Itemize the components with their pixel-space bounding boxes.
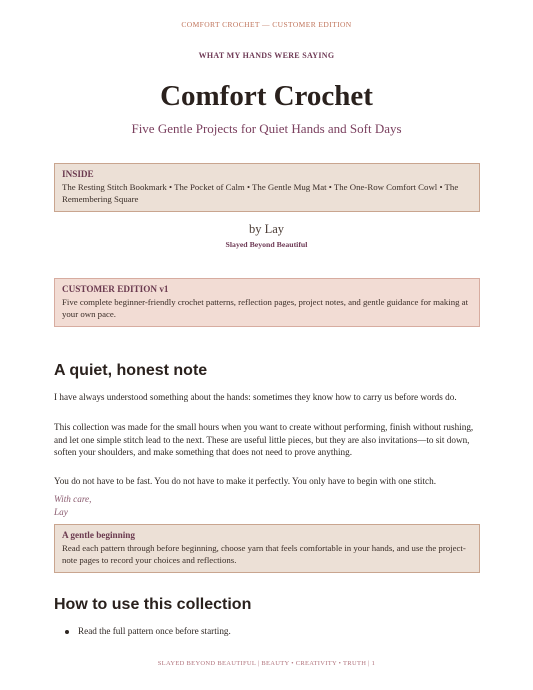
section-heading-note: A quiet, honest note [54,362,208,379]
signoff-line-1: With care, [54,494,92,504]
usage-list [54,626,231,636]
edition-box-heading: CUSTOMER EDITION v1 [62,284,169,294]
section-heading-use: How to use this collection [54,596,252,613]
list-item-text: Read the full pattern once before starting. [78,626,231,636]
edition-box-text: Five complete beginner-friendly crochet patterns, reflection pages, project notes, and gentle guidance for making at your own pace. [62,296,469,319]
page-footer: SLAYED BEYOND BEAUTIFUL | BEAUTY • CREATIVITY • TRUTH | 1 [157,660,376,667]
gentle-box-text: Read each pattern through before beginning, choose yarn that feels comfortable in your hands, and use the project-note pages to record your choices and reflections. [62,542,466,565]
page-subtitle: Five Gentle Projects for Quiet Hands and Soft Days [131,121,402,136]
page-title: Comfort Crochet [160,80,373,112]
kicker: WHAT MY HANDS WERE SAYING [198,51,335,60]
inside-box [54,163,480,212]
running-head: COMFORT CROCHET — CUSTOMER EDITION [181,20,352,29]
signoff-line-2: Lay [54,506,68,517]
gentle-box-heading: A gentle beginning [62,530,136,540]
note-paragraph-2: This collection was made for the small hours when you want to create without performing, finish without rushing, and let one simple stitch lead to the next. These are useful little pieces, but they are also invitations—to sit down, soften your shoulders, and make something that does not need to prove anything. [54,422,474,457]
author-byline: by Lay [248,222,285,236]
edition-box [54,278,480,327]
gentle-beginning-box [54,524,480,573]
publisher-name: Slayed Beyond Beautiful [225,240,308,249]
list-item [54,626,231,636]
note-paragraph-1: I have always understood something about the hands: sometimes they know how to carry us before words do. [54,392,457,402]
inside-box-heading: INSIDE [62,169,94,179]
bullet-icon [65,630,69,634]
note-paragraph-3: You do not have to be fast. You do not have to make it perfectly. You only have to begin with one stitch. [54,476,437,486]
inside-box-text: The Resting Stitch Bookmark • The Pocket of Calm • The Gentle Mug Mat • The One-Row Comfort Cowl • The Remembering Square [62,181,459,204]
signoff [54,493,91,518]
